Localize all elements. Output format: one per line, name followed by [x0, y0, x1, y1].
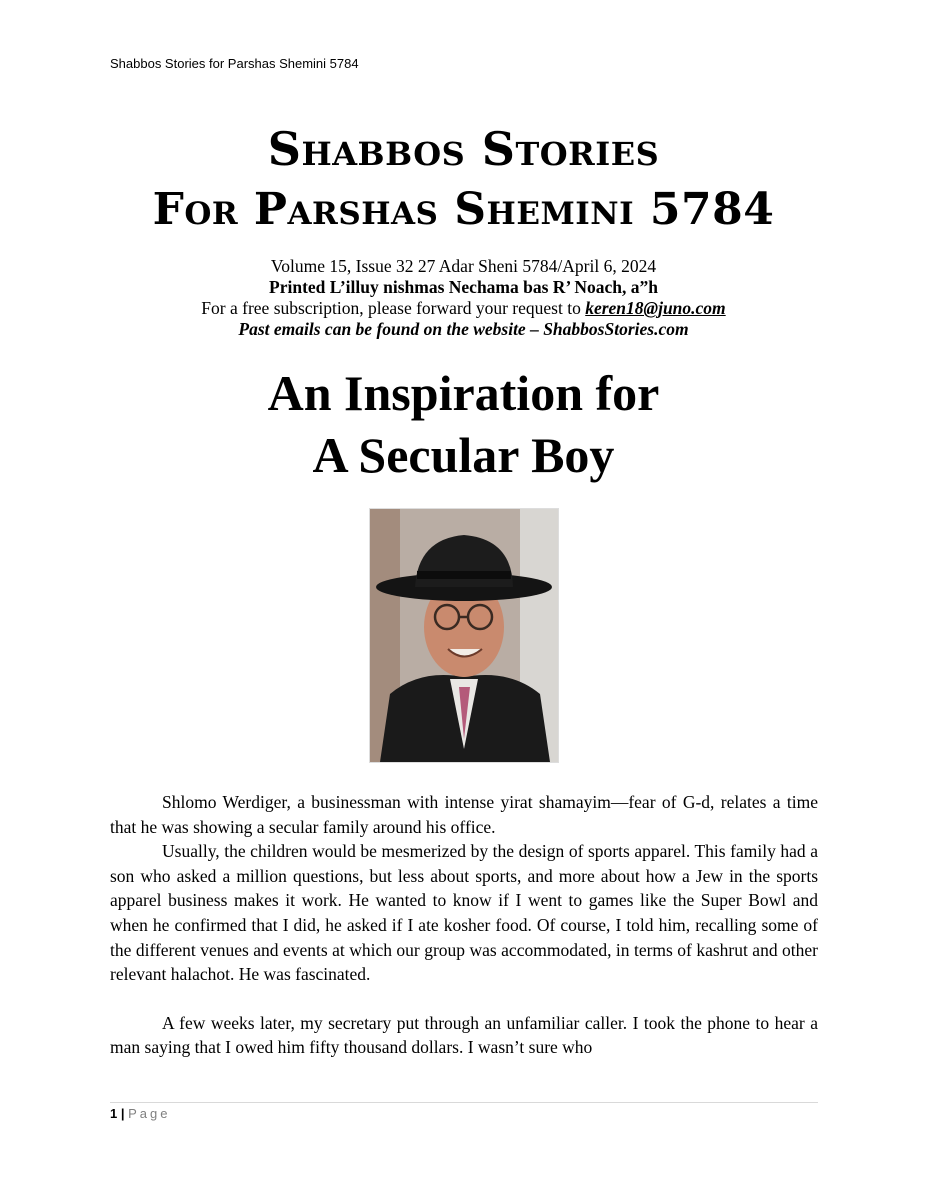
email-link[interactable]: keren18@juno.com	[585, 298, 726, 318]
subscription-line	[0, 298, 927, 319]
article-body	[110, 790, 818, 1060]
portrait-photo	[369, 508, 559, 763]
page-number: 1	[110, 1106, 118, 1121]
masthead-line-1: Shabbos Stories	[267, 122, 660, 176]
article-title	[0, 362, 927, 486]
subscription-text: For a free subscription, please forward your request to	[201, 298, 586, 318]
paragraph-1: Shlomo Werdiger, a businessman with intense yirat shamayim—fear of G-d, relates a time that he was showing a secular family around his office.	[110, 792, 818, 837]
footer-divider	[110, 1102, 818, 1103]
volume-line: Volume 15, Issue 32 27 Adar Sheni 5784/April 6, 2024	[270, 256, 657, 276]
masthead-line-2: For Parshas Shemini 5784	[152, 184, 775, 235]
paragraph-2: Usually, the children would be mesmerized by the design of sports apparel. This family had a son who asked a million questions, but less about sports, and more about how a Jew in the sports apparel business makes it work. He wanted to know if I went to games like the Super Bowl and when he confirmed that I did, he asked if I ate kosher food. Of course, I told him, recalling some of the different venues and events at which our group was accommodated, in terms of kashrut and other relevant halachot. He was fascinated.	[110, 841, 818, 985]
page-footer	[110, 1106, 170, 1121]
title-line-2: A Secular Boy	[312, 427, 615, 483]
page-separator: |	[117, 1106, 129, 1121]
dedication-line: Printed L’illuy nishmas Nechama bas R’ Noach, a”h	[269, 277, 658, 297]
issue-info	[0, 256, 927, 340]
paragraph-3: A few weeks later, my secretary put through an unfamiliar caller. I took the phone to hear a man saying that I owed him fifty thousand dollars. I wasn’t sure who	[110, 1012, 818, 1058]
masthead	[0, 118, 927, 240]
website-line: Past emails can be found on the website – ShabbosStories.com	[238, 319, 689, 339]
page-label: Page	[128, 1106, 171, 1121]
running-header: Shabbos Stories for Parshas Shemini 5784	[110, 56, 359, 71]
title-line-1: An Inspiration for	[267, 365, 660, 421]
portrait-illustration	[370, 509, 558, 762]
